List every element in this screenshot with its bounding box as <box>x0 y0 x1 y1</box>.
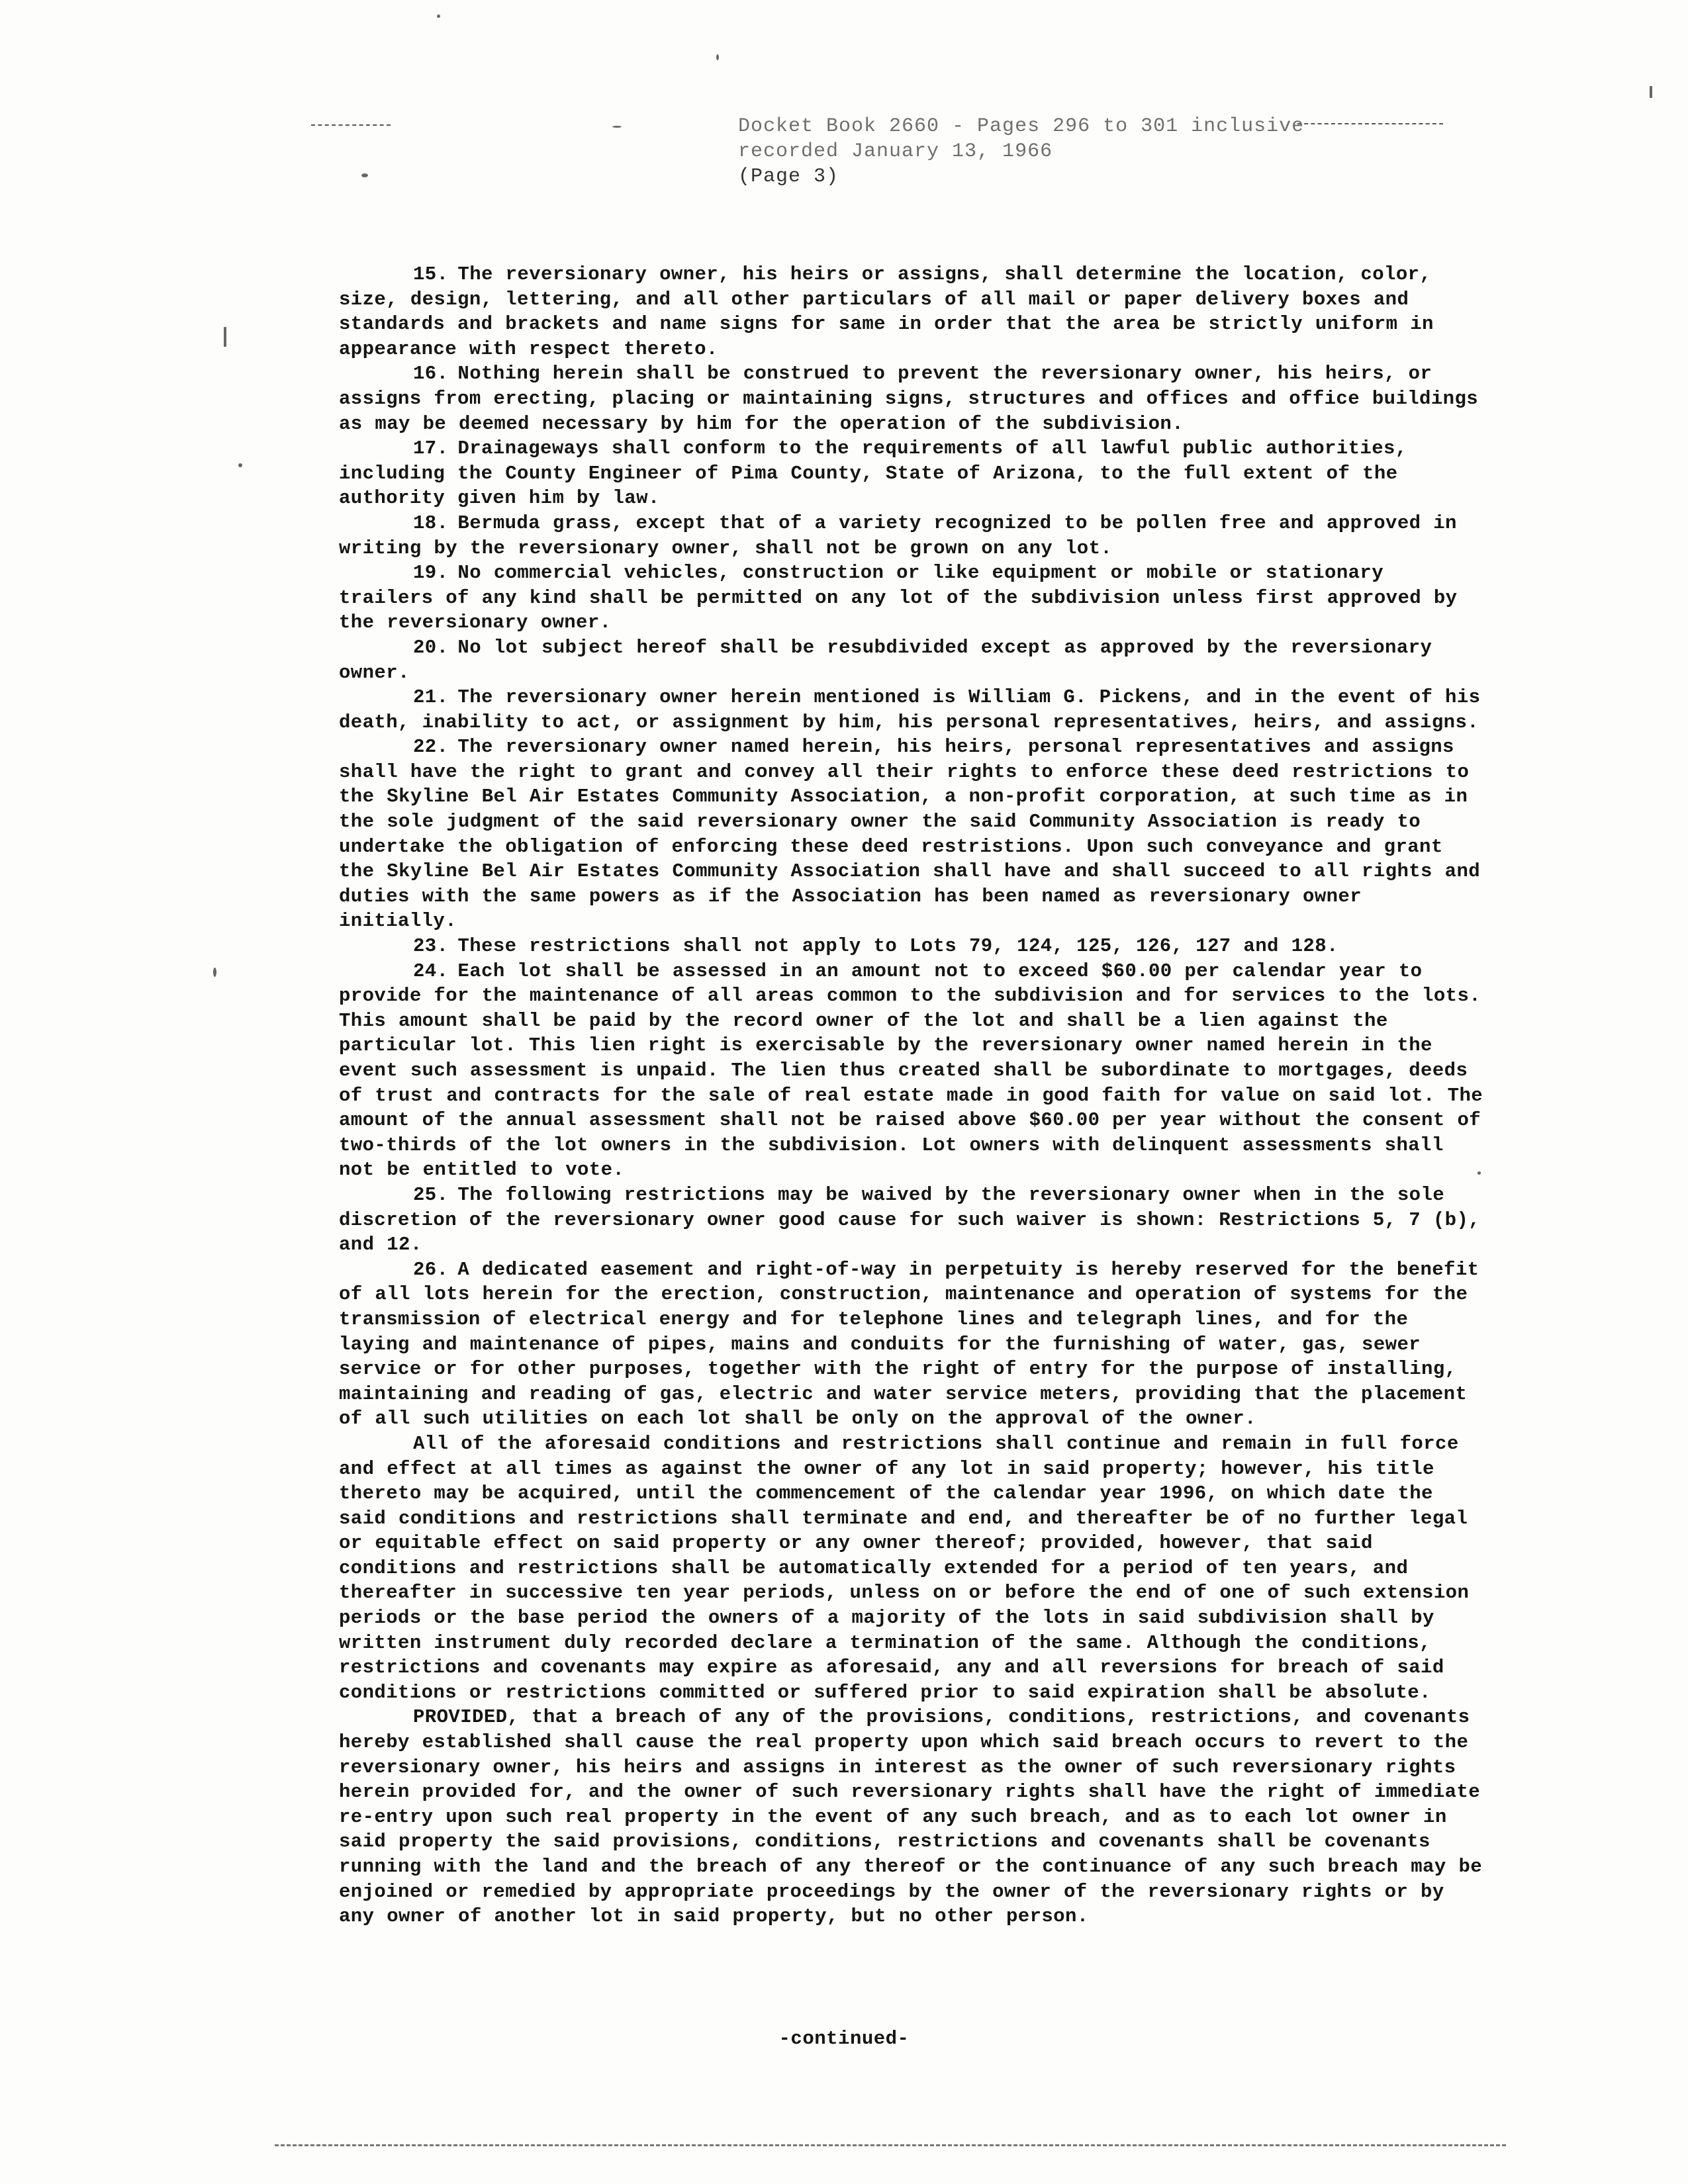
restrictions-body <box>339 262 1484 1929</box>
scan-speck <box>361 173 368 177</box>
recorded-date: recorded January 13, 1966 <box>738 140 1053 163</box>
restriction-text: These restrictions shall not apply to Lots 79, 124, 125, 126, 127 and 128. <box>457 935 1338 958</box>
conditions-duration-paragraph <box>339 1432 1484 1706</box>
restriction-text: Nothing herein shall be construed to prevent the reversionary owner, his heirs, or assigns from erecting, placing or maintaining signs, structures and offices and office buildings as may be deemed necessary by him for the operation of the subdivision. <box>339 363 1479 435</box>
restriction-text: No commercial vehicles, construction or like equipment or mobile or stationary trailers of any kind shall be permitted on any lot of the subdivision unless first approved by the reversionary owner. <box>339 562 1458 634</box>
restriction-text: No lot subject hereof shall be resubdivided except as approved by the reversionary owner. <box>339 636 1432 684</box>
restriction-paragraph <box>339 262 1484 361</box>
restriction-text: The following restrictions may be waived by the reversionary owner when in the sole discretion of the reversionary owner good cause for such waiver is shown: Restrictions 5, 7 (b), and 12. <box>339 1183 1481 1256</box>
restriction-number: 20. <box>413 636 449 659</box>
scan-speck <box>612 126 622 128</box>
scan-rule-top-left <box>311 124 391 126</box>
restriction-paragraph <box>339 934 1484 959</box>
restriction-number: 18. <box>413 512 449 534</box>
restriction-number: 26. <box>413 1258 449 1281</box>
restriction-text: A dedicated easement and right-of-way in perpetuity is hereby reserved for the benefit of all lots herein for the erection, construction, maintenance and operation of systems for the transmission of electrical energy and for telephone lines and telegraph lines, and for the laying and maintenance of pipes, mains and conduits for the furnishing of water, gas, sewer service or for other purposes, together with the right of entry for the purpose of installing, maintaining and reading of gas, electric and water service meters, providing that the placement of all such utilities on each lot shall be only on the approval of the owner. <box>339 1258 1479 1430</box>
restriction-number: 15. <box>413 263 449 285</box>
scan-speck <box>437 15 440 18</box>
restriction-paragraph <box>339 959 1484 1183</box>
restriction-paragraph <box>339 1257 1484 1432</box>
page-number: (Page 3) <box>738 165 839 188</box>
restriction-number: 17. <box>413 437 449 460</box>
restriction-paragraph <box>339 635 1484 685</box>
restriction-paragraph <box>339 1183 1484 1257</box>
restriction-paragraph <box>339 561 1484 635</box>
restriction-text: The reversionary owner, his heirs or assigns, shall determine the location, color, size, design, lettering, and all other particulars of all mail or paper delivery boxes and standards and brackets and name signs for same in order that the area be strictly uniform in appearance with respect thereto. <box>339 263 1434 360</box>
docket-header <box>738 114 1334 189</box>
paragraph-text: All of the aforesaid conditions and restrictions shall continue and remain in full force and effect at all times as against the owner of any lot in said property; however, his title thereto may be acquired, until the commencement of the calendar year 1996, on which date the said conditions and restrictions shall terminate and end, and thereafter be of no further legal or equitable effect on said property or any owner thereof; provided, however, that said conditions and restrictions shall be automatically extended for a period of ten years, and thereafter in successive ten year periods, unless on or before the end of one of such extension periods or the base period the owners of a majority of the lots in said subdivision shall by written instrument duly recorded declare a termination of the same. Although the conditions, restrictions and covenants may expire as aforesaid, any and all reversions for breach of said conditions or restrictions committed or suffered prior to said expiration shall be absolute. <box>339 1432 1470 1704</box>
scan-speck <box>224 327 226 347</box>
restriction-text: Drainageways shall conform to the requirements of all lawful public authorities, including the County Engineer of Pima County, State of Arizona, to the full extent of the authority given him by law. <box>339 437 1407 510</box>
restriction-paragraph <box>339 436 1484 511</box>
restriction-paragraph <box>339 735 1484 934</box>
restriction-paragraph <box>339 361 1484 436</box>
scan-speck <box>716 54 719 60</box>
restriction-number: 21. <box>413 686 449 709</box>
restriction-number: 25. <box>413 1183 449 1206</box>
docket-reference: Docket Book 2660 - Pages 296 to 301 inclusive <box>738 115 1305 138</box>
restriction-number: 16. <box>413 363 449 385</box>
restriction-text: The reversionary owner named herein, his heirs, personal representatives and assigns shall have the right to grant and convey all their rights to enforce these deed restrictions to the Skyline Bel Air Estates Community Association, a non-profit corporation, at such time as in the sole judgment of the said reversionary owner the said Community Association is ready to undertake the obligation of enforcing these deed restristions. Upon such conveyance and grant the Skyline Bel Air Estates Community Association shall have and shall succeed to all rights and duties with the same powers as if the Association has been named as reversionary owner initially. <box>339 736 1481 933</box>
paragraph-text: PROVIDED, that a breach of any of the provisions, conditions, restrictions, and covenants hereby established shall cause the real property upon which said breach occurs to revert to the reversionary owner, his heirs and assigns in interest as the owner of such reversionary rights herein provided for, and the owner of such reversionary rights shall have the right of immediate re-entry upon such real property in the event of any such breach, and as to each lot owner in said property the said provisions, conditions, restrictions and covenants shall be covenants running with the land and the breach of any thereof or the continuance of any such breach may be enjoined or remedied by appropriate proceedings by the owner of the reversionary rights or by any owner of another lot in said property, but no other person. <box>339 1706 1483 1928</box>
restriction-number: 19. <box>413 562 449 584</box>
continued-marker: -continued- <box>778 2028 910 2050</box>
restriction-number: 22. <box>413 736 449 758</box>
scan-rule-bottom <box>275 2144 1506 2146</box>
restriction-paragraph <box>339 685 1484 735</box>
scan-speck <box>1650 86 1652 98</box>
restriction-paragraph <box>339 511 1484 561</box>
scan-speck <box>238 463 242 467</box>
restriction-number: 24. <box>413 960 449 982</box>
breach-provision-paragraph <box>339 1705 1484 1929</box>
restriction-text: The reversionary owner herein mentioned is William G. Pickens, and in the event of his death, inability to act, or assignment by him, his personal representatives, heirs, and assigns. <box>339 686 1481 733</box>
scan-speck <box>213 968 216 977</box>
restriction-text: Each lot shall be assessed in an amount not to exceed $60.00 per calendar year to provide for the maintenance of all areas common to the subdivision and for services to the lots. This amount shall be paid by the record owner of the lot and shall be a lien against the particular lot. This lien right is exercisable by the reversionary owner named herein in the event such assessment is unpaid. The lien thus created shall be subordinate to mortgages, deeds of trust and contracts for the sale of real estate made in good faith for value on said lot. The amount of the annual assessment shall not be raised above $60.00 per year without the consent of two-thirds of the lot owners in the subdivision. Lot owners with delinquent assessments shall not be entitled to vote. <box>339 960 1483 1181</box>
restriction-number: 23. <box>413 935 449 958</box>
restriction-text: Bermuda grass, except that of a variety recognized to be pollen free and approved in writing by the reversionary owner, shall not be grown on any lot. <box>339 512 1457 559</box>
